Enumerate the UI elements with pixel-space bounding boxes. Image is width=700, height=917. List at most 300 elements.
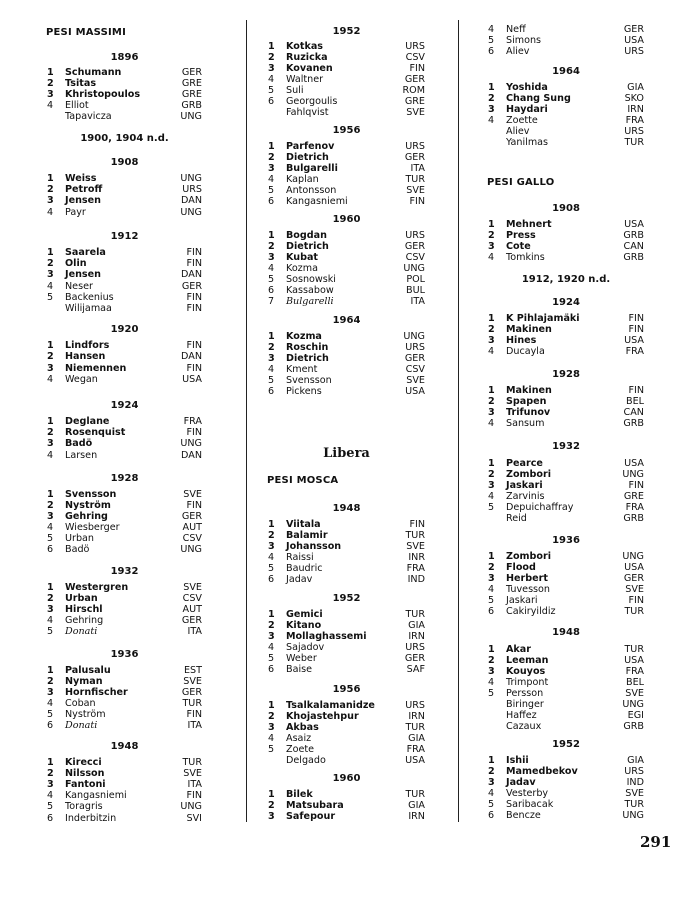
nation-code: GER — [181, 687, 202, 698]
nation-code: FIN — [409, 196, 425, 207]
athlete-name: Tsalkalamanidze — [286, 700, 375, 711]
nation-code: ROM — [402, 85, 425, 96]
nation-code: USA — [624, 562, 644, 573]
result-row — [488, 562, 644, 573]
athlete-name: Haffez — [506, 710, 537, 721]
athlete-name: Mamedbekov — [506, 766, 578, 777]
athlete-name: Donati — [65, 720, 98, 731]
result-position: 1 — [47, 247, 54, 258]
result-row — [268, 41, 425, 52]
result-row — [268, 353, 425, 364]
athlete-name: Vesterby — [506, 788, 549, 799]
year-heading-1952: 1952 — [552, 739, 580, 750]
nation-code: SVE — [183, 676, 202, 687]
result-row — [268, 744, 425, 755]
nation-code: FIN — [409, 63, 425, 74]
athlete-name: Sansum — [506, 418, 545, 429]
result-position: 6 — [268, 285, 275, 296]
athlete-name: Wegan — [65, 374, 98, 385]
result-row — [488, 115, 644, 126]
result-row — [268, 722, 425, 733]
result-row — [47, 582, 202, 593]
nation-code: SAF — [406, 664, 425, 675]
result-row — [268, 107, 425, 118]
result-position: 6 — [268, 196, 275, 207]
result-position: 4 — [488, 252, 495, 263]
result-row — [488, 407, 644, 418]
result-position: 1 — [47, 757, 54, 768]
nation-code: FIN — [186, 258, 202, 269]
category-heading-pesi-mosca: PESI MOSCA — [267, 475, 339, 486]
result-position: 4 — [268, 174, 275, 185]
nation-code: FIN — [186, 427, 202, 438]
athlete-name: Baise — [286, 664, 313, 675]
nation-code: GIA — [627, 755, 644, 766]
athlete-name: Aliev — [506, 126, 530, 137]
result-position: 4 — [268, 364, 275, 375]
nation-code: UNG — [403, 263, 425, 274]
result-position: 6 — [488, 810, 495, 821]
result-position: 5 — [47, 709, 54, 720]
result-row — [488, 252, 644, 263]
nation-code: BUL — [406, 285, 425, 296]
athlete-name: Depuichaffray — [506, 502, 574, 513]
nation-code: UNG — [180, 173, 202, 184]
result-position: 2 — [488, 93, 495, 104]
result-row — [47, 779, 202, 790]
athlete-name: Kubat — [286, 252, 319, 263]
nation-code: INR — [408, 552, 425, 563]
result-row — [268, 631, 425, 642]
year-heading-1912-1920-n-d: 1912, 1920 n.d. — [521, 274, 611, 285]
year-heading-1932: 1932 — [552, 441, 580, 452]
nation-code: ITA — [410, 296, 425, 307]
nation-code: TUR — [182, 757, 202, 768]
nation-code: UNG — [180, 544, 202, 555]
result-position: 1 — [268, 141, 275, 152]
nation-code: TUR — [405, 530, 425, 541]
result-position: 2 — [488, 562, 495, 573]
result-position: 7 — [268, 296, 275, 307]
result-position: 2 — [47, 768, 54, 779]
nation-code: SVE — [625, 688, 644, 699]
result-row — [268, 196, 425, 207]
athlete-name: Antonsson — [286, 185, 337, 196]
athlete-name: Weber — [286, 653, 317, 664]
athlete-name: Coban — [65, 698, 96, 709]
result-row — [47, 450, 202, 461]
nation-code: FIN — [628, 385, 644, 396]
nation-code: FRA — [406, 744, 425, 755]
year-heading-1924: 1924 — [552, 297, 580, 308]
nation-code: ITA — [410, 163, 425, 174]
athlete-name: Hornfischer — [65, 687, 128, 698]
result-row — [268, 375, 425, 386]
nation-code: UNG — [180, 438, 202, 449]
athlete-name: Bulgarelli — [286, 163, 338, 174]
result-row — [488, 513, 644, 524]
athlete-name: Makinen — [506, 385, 552, 396]
result-row — [268, 700, 425, 711]
nation-code: FRA — [406, 563, 425, 574]
result-position: 1 — [488, 385, 495, 396]
result-position: 2 — [47, 78, 54, 89]
nation-code: FIN — [628, 595, 644, 606]
nation-code: GER — [623, 24, 644, 35]
result-row — [488, 458, 644, 469]
result-position: 5 — [268, 563, 275, 574]
result-row — [488, 584, 644, 595]
nation-code: GER — [181, 67, 202, 78]
result-row — [47, 184, 202, 195]
result-row — [488, 335, 644, 346]
result-position: 5 — [47, 292, 54, 303]
result-row — [268, 574, 425, 585]
result-row — [268, 285, 425, 296]
nation-code: IRN — [408, 631, 425, 642]
result-position: 1 — [47, 416, 54, 427]
result-row — [47, 676, 202, 687]
result-position: 2 — [268, 620, 275, 631]
result-position: 1 — [268, 331, 275, 342]
result-row — [488, 104, 644, 115]
result-position: 4 — [488, 491, 495, 502]
athlete-name: Johansson — [286, 541, 342, 552]
result-row — [47, 801, 202, 812]
athlete-name: Larsen — [65, 450, 98, 461]
athlete-name: Waltner — [286, 74, 324, 85]
result-position: 6 — [268, 574, 275, 585]
athlete-name: Press — [506, 230, 536, 241]
athlete-name: Inderbitzin — [65, 813, 117, 824]
result-row — [488, 755, 644, 766]
nation-code: GRE — [404, 96, 425, 107]
result-position: 1 — [488, 551, 495, 562]
result-row — [47, 438, 202, 449]
result-row — [47, 813, 202, 824]
athlete-name: Simons — [506, 35, 542, 46]
athlete-name: Delgado — [286, 755, 326, 766]
athlete-name: Akbas — [286, 722, 319, 733]
result-position: 1 — [268, 609, 275, 620]
athlete-name: Spapen — [506, 396, 547, 407]
result-position: 2 — [268, 530, 275, 541]
nation-code: SVE — [625, 788, 644, 799]
result-row — [47, 269, 202, 280]
athlete-name: Parfenov — [286, 141, 335, 152]
result-row — [268, 63, 425, 74]
athlete-name: Kouyos — [506, 666, 546, 677]
athlete-name: Kirecci — [65, 757, 102, 768]
nation-code: USA — [624, 655, 644, 666]
result-position: 2 — [47, 258, 54, 269]
athlete-name: Fahlqvist — [286, 107, 329, 118]
result-row — [47, 533, 202, 544]
athlete-name: Asaiz — [286, 733, 312, 744]
athlete-name: Pearce — [506, 458, 543, 469]
athlete-name: Khojastehpur — [286, 711, 359, 722]
result-row — [47, 790, 202, 801]
result-position: 3 — [47, 195, 54, 206]
result-row — [47, 374, 202, 385]
result-row — [47, 489, 202, 500]
nation-code: SVE — [625, 584, 644, 595]
athlete-name: Zombori — [506, 469, 552, 480]
result-position: 2 — [268, 342, 275, 353]
athlete-name: Nyström — [65, 709, 106, 720]
result-position: 5 — [268, 375, 275, 386]
result-position: 4 — [268, 733, 275, 744]
nation-code: FIN — [628, 480, 644, 491]
result-row — [47, 593, 202, 604]
year-heading-1900-1904-n-d: 1900, 1904 n.d. — [80, 133, 169, 144]
athlete-name: Flood — [506, 562, 536, 573]
athlete-name: Tuvesson — [506, 584, 551, 595]
result-position: 5 — [488, 502, 495, 513]
result-row — [268, 85, 425, 96]
athlete-name: Gehring — [65, 615, 104, 626]
nation-code: URS — [405, 700, 425, 711]
result-position: 4 — [47, 281, 54, 292]
result-row — [488, 595, 644, 606]
result-row — [268, 800, 425, 811]
result-position: 4 — [268, 263, 275, 274]
year-heading-1908: 1908 — [110, 157, 139, 168]
athlete-name: Weiss — [65, 173, 97, 184]
nation-code: GER — [623, 573, 644, 584]
athlete-name: Reid — [506, 513, 527, 524]
athlete-name: Ducayla — [506, 346, 545, 357]
nation-code: URS — [405, 342, 425, 353]
result-row — [47, 340, 202, 351]
nation-code: AUT — [182, 604, 202, 615]
result-row — [47, 522, 202, 533]
athlete-name: Raissi — [286, 552, 314, 563]
nation-code: EST — [183, 665, 202, 676]
athlete-name: Safepour — [286, 811, 336, 822]
athlete-name: Jensen — [65, 269, 101, 280]
result-row — [268, 789, 425, 800]
nation-code: FIN — [186, 709, 202, 720]
athlete-name: Kotkas — [286, 41, 324, 52]
athlete-name: Urban — [65, 593, 98, 604]
nation-code: CAN — [623, 241, 644, 252]
result-position: 2 — [268, 52, 275, 63]
result-row — [268, 541, 425, 552]
athlete-name: Hirschl — [65, 604, 103, 615]
nation-code: DAN — [181, 195, 202, 206]
athlete-name: Palusalu — [65, 665, 111, 676]
result-position: 3 — [268, 541, 275, 552]
athlete-name: Kangasniemi — [286, 196, 348, 207]
result-position: 5 — [488, 688, 495, 699]
athlete-name: Jaskari — [506, 595, 538, 606]
year-heading-1956: 1956 — [332, 684, 361, 695]
result-row — [268, 52, 425, 63]
result-position: 3 — [268, 252, 275, 263]
result-position: 4 — [268, 552, 275, 563]
nation-code: TUR — [405, 174, 425, 185]
year-heading-1952: 1952 — [332, 593, 361, 604]
result-position: 2 — [268, 800, 275, 811]
athlete-name: Rosenquist — [65, 427, 126, 438]
year-heading-1960: 1960 — [332, 773, 361, 784]
athlete-name: Makinen — [506, 324, 552, 335]
athlete-name: Bencze — [506, 810, 541, 821]
nation-code: TUR — [405, 789, 425, 800]
result-position: 2 — [488, 324, 495, 335]
athlete-name: Saarela — [65, 247, 106, 258]
result-row — [268, 241, 425, 252]
athlete-name: Jadav — [286, 574, 313, 585]
result-row — [268, 519, 425, 530]
result-row — [488, 480, 644, 491]
result-row — [488, 666, 644, 677]
athlete-name: Donati — [65, 626, 98, 637]
result-position: 3 — [488, 480, 495, 491]
result-position: 2 — [47, 184, 54, 195]
athlete-name: Hines — [506, 335, 537, 346]
result-position: 3 — [47, 89, 54, 100]
result-position: 2 — [268, 152, 275, 163]
result-position: 6 — [488, 46, 495, 57]
result-row — [268, 74, 425, 85]
nation-code: SVE — [406, 185, 425, 196]
result-row — [47, 173, 202, 184]
athlete-name: Cote — [506, 241, 531, 252]
nation-code: GRE — [181, 89, 202, 100]
result-position: 3 — [268, 811, 275, 822]
nation-code: FIN — [628, 313, 644, 324]
result-row — [488, 313, 644, 324]
nation-code: FRA — [625, 115, 644, 126]
athlete-name: Tapavicza — [65, 111, 112, 122]
nation-code: FIN — [186, 247, 202, 258]
result-row — [268, 185, 425, 196]
nation-code: TUR — [624, 137, 644, 148]
result-row — [488, 710, 644, 721]
result-position: 2 — [47, 676, 54, 687]
category-heading-pesi-massimi: PESI MASSIMI — [46, 27, 127, 38]
result-row — [268, 331, 425, 342]
nation-code: CSV — [182, 593, 202, 604]
nation-code: UNG — [622, 699, 644, 710]
result-row — [47, 768, 202, 779]
result-row — [47, 292, 202, 303]
result-position: 4 — [488, 115, 495, 126]
athlete-name: Viitala — [286, 519, 321, 530]
athlete-name: Svensson — [65, 489, 117, 500]
result-position: 1 — [47, 67, 54, 78]
result-row — [47, 78, 202, 89]
result-row — [268, 174, 425, 185]
nation-code: FIN — [186, 340, 202, 351]
athlete-name: Sosnowski — [286, 274, 336, 285]
year-heading-1920: 1920 — [110, 324, 139, 335]
result-position: 2 — [47, 427, 54, 438]
result-position: 4 — [47, 450, 54, 461]
athlete-name: Urban — [65, 533, 95, 544]
nation-code: FIN — [628, 324, 644, 335]
year-heading-1964: 1964 — [552, 66, 580, 77]
nation-code: CSV — [182, 533, 202, 544]
result-row — [488, 396, 644, 407]
athlete-name: Suli — [286, 85, 304, 96]
result-position: 2 — [47, 593, 54, 604]
result-row — [488, 788, 644, 799]
athlete-name: Kangasniemi — [65, 790, 127, 801]
nation-code: GRB — [623, 513, 644, 524]
result-position: 1 — [47, 340, 54, 351]
nation-code: UNG — [403, 331, 425, 342]
year-heading-1948: 1948 — [110, 741, 139, 752]
result-position: 2 — [488, 396, 495, 407]
athlete-name: Roschin — [286, 342, 329, 353]
result-row — [488, 230, 644, 241]
result-row — [268, 653, 425, 664]
nation-code: USA — [405, 755, 425, 766]
nation-code: CAN — [623, 407, 644, 418]
athlete-name: Mehnert — [506, 219, 552, 230]
result-row — [47, 67, 202, 78]
result-position: 5 — [488, 35, 495, 46]
result-row — [47, 111, 202, 122]
nation-code: SVE — [183, 489, 202, 500]
result-row — [268, 755, 425, 766]
nation-code: FRA — [625, 666, 644, 677]
athlete-name: Persson — [506, 688, 544, 699]
nation-code: UNG — [622, 551, 644, 562]
result-row — [488, 799, 644, 810]
result-row — [47, 416, 202, 427]
athlete-name: Kassabow — [286, 285, 334, 296]
nation-code: SVE — [406, 107, 425, 118]
result-position: 1 — [488, 313, 495, 324]
nation-code: IND — [626, 777, 644, 788]
year-heading-1936: 1936 — [110, 649, 139, 660]
result-row — [268, 141, 425, 152]
result-position: 3 — [268, 722, 275, 733]
result-row — [488, 385, 644, 396]
athlete-name: Nyström — [65, 500, 111, 511]
result-position: 3 — [47, 269, 54, 280]
result-position: 3 — [268, 63, 275, 74]
result-position: 2 — [47, 351, 54, 362]
nation-code: USA — [624, 219, 644, 230]
result-row — [47, 511, 202, 522]
result-position: 2 — [268, 711, 275, 722]
athlete-name: Bulgarelli — [286, 296, 334, 307]
result-position: 6 — [47, 544, 54, 555]
nation-code: POL — [406, 274, 425, 285]
result-position: 4 — [268, 642, 275, 653]
result-position: 5 — [47, 626, 54, 637]
result-row — [47, 427, 202, 438]
result-row — [47, 687, 202, 698]
nation-code: GRE — [181, 78, 202, 89]
nation-code: AUT — [182, 522, 202, 533]
athlete-name: Bilek — [286, 789, 313, 800]
nation-code: URS — [405, 230, 425, 241]
nation-code: CSV — [405, 364, 425, 375]
athlete-name: Matsubara — [286, 800, 344, 811]
result-position: 3 — [488, 777, 495, 788]
nation-code: GRE — [623, 491, 644, 502]
nation-code: GRB — [623, 418, 644, 429]
nation-code: TUR — [405, 609, 425, 620]
nation-code: FIN — [186, 500, 202, 511]
result-row — [488, 721, 644, 732]
